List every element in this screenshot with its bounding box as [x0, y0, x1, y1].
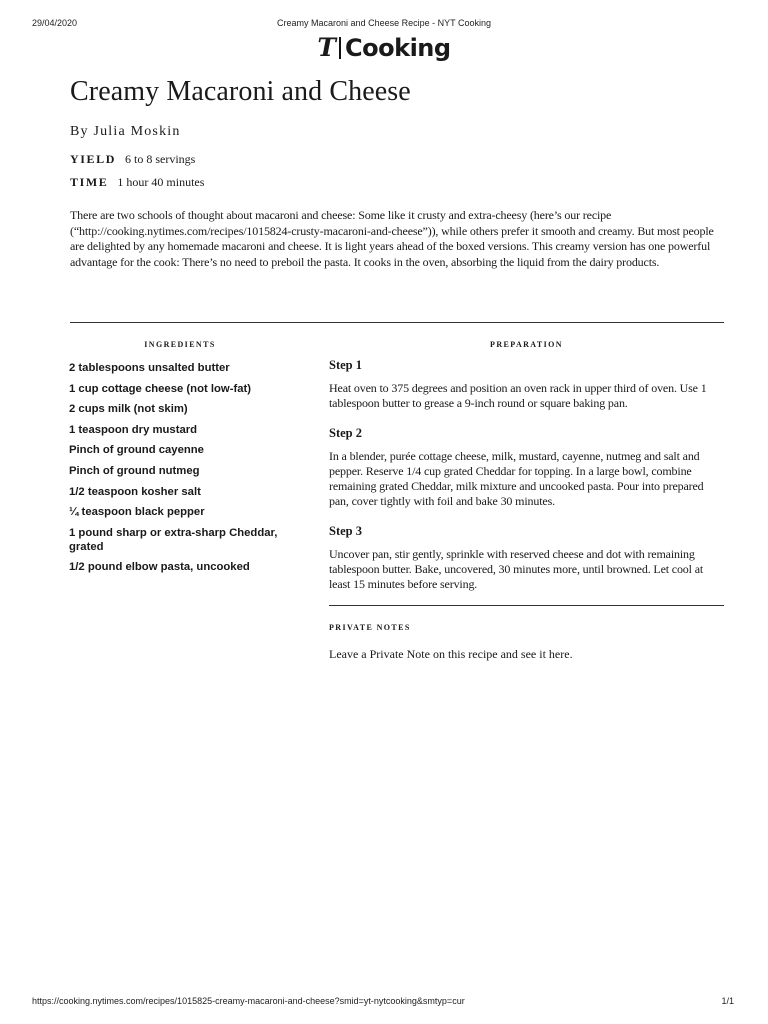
- ingredient-item: 2 cups milk (not skim): [69, 403, 188, 416]
- print-url[interactable]: https://cooking.nytimes.com/recipes/1015825-creamy-macaroni-and-cheese?smid=yt-nytcooking&smtyp=cur: [32, 996, 465, 1006]
- step-title: Step 2: [329, 426, 362, 440]
- ingredients-list: [69, 361, 301, 581]
- ingredient-item: ¼ teaspoon black pepper: [69, 506, 205, 519]
- private-notes-text[interactable]: Leave a Private Note on this recipe and see it here.: [329, 647, 573, 661]
- step-text: Uncover pan, stir gently, sprinkle with reserved cheese and dot with remaining tablespoon butter. Bake, uncovered, 30 minutes more, until browned. Let cool at least 15 minutes before serving.: [329, 547, 704, 591]
- ingredient-item: 1/2 teaspoon kosher salt: [69, 485, 201, 498]
- nyt-cooking-logo[interactable]: [0, 33, 768, 63]
- print-page-title: Creamy Macaroni and Cheese Recipe - NYT Cooking: [277, 18, 491, 28]
- step-title: Step 1: [329, 358, 362, 372]
- ingredient-item: 1 teaspoon dry mustard: [69, 423, 198, 436]
- preparation-heading: PREPARATION: [490, 340, 563, 349]
- step-text: In a blender, purée cottage cheese, milk, mustard, cayenne, nutmeg and salt and pepper. Reserve 1/4 cup grated Cheddar for topping. In a large bowl, combine remaining grated Cheddar, milk mixture and uncooked pasta. Pour into prepared pan, cover tightly with foil and bake 30 minutes.: [329, 449, 704, 508]
- ingredients-heading: INGREDIENTS: [144, 340, 216, 349]
- recipe-byline: By Julia Moskin: [70, 124, 181, 139]
- step-title: Step 3: [329, 524, 362, 538]
- ingredient-item: 1/2 pound elbow pasta, uncooked: [69, 561, 250, 574]
- yield-label: YIELD: [70, 152, 117, 166]
- ingredient-item: Pinch of ground cayenne: [69, 444, 204, 457]
- ingredient-item: 2 tablespoons unsalted butter: [69, 362, 230, 374]
- nyt-t-logo-icon: T: [317, 33, 337, 62]
- time-row: [70, 175, 204, 190]
- preparation-steps: [329, 357, 724, 606]
- ingredient-item: 1 pound sharp or extra-sharp Cheddar, grated: [69, 526, 278, 553]
- logo-divider: [339, 37, 341, 59]
- notes-divider: [329, 605, 724, 606]
- page-number: 1/1: [721, 996, 734, 1006]
- time-value: 1 hour 40 minutes: [117, 175, 205, 189]
- recipe-intro: There are two schools of thought about macaroni and cheese: Some like it crusty and extra-cheesy (here’s our recipe (“http://cooking.nytimes.com/recipes/1015824-crusty-macaroni-and-cheese”)), while others prefer it smooth and creamy. But most people are delighted by any homemade macaroni and cheese. It is light years ahead of the boxed versions. This creamy version has one powerful advantage for the cook: There’s no need to preboil the pasta. It cooks in the oven, absorbing the liquid from the dairy products.: [70, 208, 714, 269]
- private-notes-heading: PRIVATE NOTES: [329, 623, 411, 632]
- recipe-title: Creamy Macaroni and Cheese: [70, 76, 411, 107]
- print-date: 29/04/2020: [32, 18, 78, 28]
- step-text: Heat oven to 375 degrees and position an oven rack in upper third of oven. Use 1 tablespoon butter to grease a 9-inch round or square baking pan.: [329, 381, 707, 410]
- yield-value: 6 to 8 servings: [125, 152, 196, 166]
- time-label: TIME: [70, 175, 109, 189]
- step-1: [329, 357, 724, 411]
- ingredient-item: Pinch of ground nutmeg: [69, 464, 200, 477]
- yield-row: [70, 152, 195, 167]
- step-2: [329, 425, 724, 509]
- step-3: [329, 523, 724, 592]
- ingredient-item: 1 cup cottage cheese (not low-fat): [69, 382, 252, 395]
- cooking-wordmark: Cooking: [345, 34, 451, 62]
- section-divider: [70, 322, 724, 323]
